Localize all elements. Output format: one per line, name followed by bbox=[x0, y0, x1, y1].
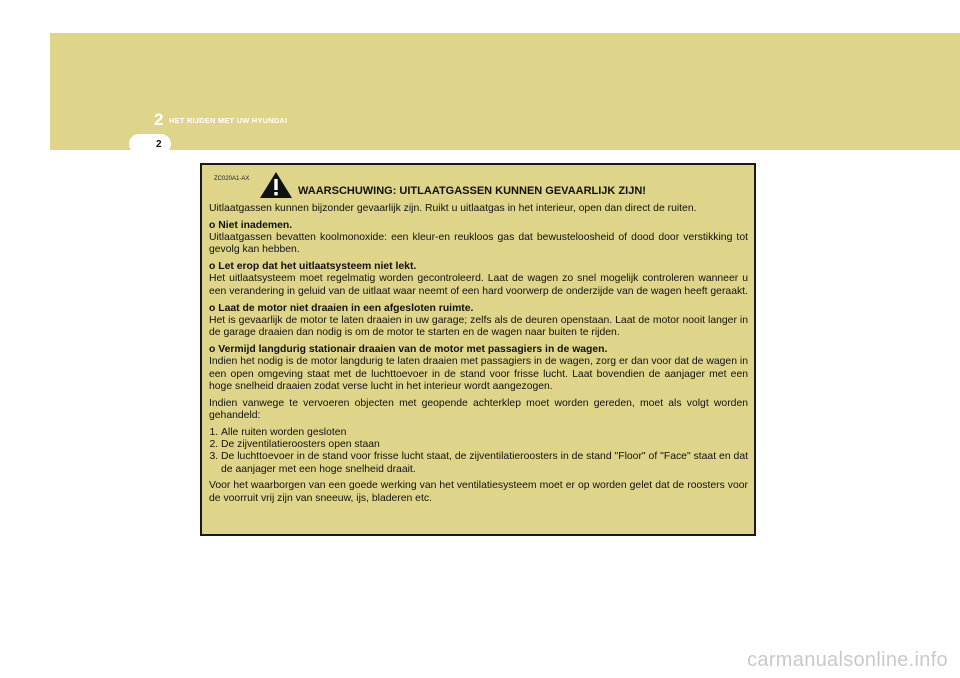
warning-title: WAARSCHUWING: UITLAATGASSEN KUNNEN GEVAARLIJK ZIJN! bbox=[298, 185, 646, 197]
chapter-title: HET RIJDEN MET UW HYUNDAI bbox=[169, 116, 288, 125]
warning-box bbox=[200, 163, 756, 536]
warning-item bbox=[209, 261, 748, 298]
warning-item bbox=[209, 344, 748, 393]
numbered-list bbox=[209, 427, 748, 476]
list-item: 1. Alle ruiten worden gesloten bbox=[221, 427, 748, 439]
page-number: 2 bbox=[156, 139, 162, 150]
chapter-header-band bbox=[50, 33, 960, 150]
item-text: Indien het nodig is de motor langdurig te laten draaien met passagiers in de wagen, zorg er dan voor dat de wagen in een open omgeving staat met de luchttoevoer in de stand voor frisse lucht. Laat bovendien de aanjager met een hoge snelheid draaien zodat verse lucht in het interieur wordt aangezogen. bbox=[209, 356, 748, 392]
item-text: Uitlaatgassen bevatten koolmonoxide: een kleur-en reukloos gas dat bewusteloosheid of dood door verstikking tot gevolg kan hebben. bbox=[209, 232, 748, 256]
item-text: Het is gevaarlijk de motor te laten draaien in uw garage; zelfs als de deuren openstaan. Laat de motor nooit langer in de garage draaien dan nodig is om de motor te starten en de wagen naar buiten te rijden. bbox=[209, 314, 748, 339]
warning-item bbox=[209, 220, 748, 257]
item-heading: o Vermijd langdurig stationair draaien van de motor met passagiers in de wagen. bbox=[209, 343, 608, 355]
item-heading: o Niet inademen. bbox=[209, 219, 293, 231]
closing-paragraph: Voor het waarborgen van een goede werking van het ventilatiesysteem moet er op worden gelet dat de roosters voor de voorruit vrij zijn van sneeuw, ijs, bladeren etc. bbox=[209, 480, 748, 504]
item-heading: o Laat de motor niet draaien in een afgesloten ruimte. bbox=[209, 302, 474, 314]
reference-code: ZC020A1-AX bbox=[214, 176, 250, 182]
list-item: 3. De luchttoevoer in de stand voor frisse lucht staat, de zijventilatieroosters in de stand "Floor" of "Face" staat en dat de aanjager met een hoge snelheid draait. bbox=[221, 451, 748, 476]
list-item: 2. De zijventilatieroosters open staan bbox=[221, 439, 748, 451]
list-intro: Indien vanwege te vervoeren objecten met geopende achterklep moet worden gereden, moet als volgt worden gehandeld: bbox=[209, 397, 748, 421]
watermark: carmanualsonline.info bbox=[747, 649, 948, 671]
chapter-number: 2 bbox=[154, 110, 164, 129]
page-number-tab bbox=[129, 134, 171, 154]
warning-content bbox=[209, 203, 748, 510]
warning-item bbox=[209, 303, 748, 340]
warning-triangle-icon bbox=[259, 171, 293, 199]
intro-paragraph: Uitlaatgassen kunnen bijzonder gevaarlijk zijn. Ruikt u uitlaatgas in het interieur, open dan direct de ruiten. bbox=[209, 203, 697, 214]
item-text: Het uitlaatsysteem moet regelmatig worden gecontroleerd. Laat de wagen zo snel mogelijk controleren wanneer u een verandering in geluid van de uitlaat waar neemt of een hard voorwerp de onderzijde van de wagen heeft geraakt. bbox=[209, 273, 748, 297]
item-heading: o Let erop dat het uitlaatsysteem niet lekt. bbox=[209, 261, 417, 273]
